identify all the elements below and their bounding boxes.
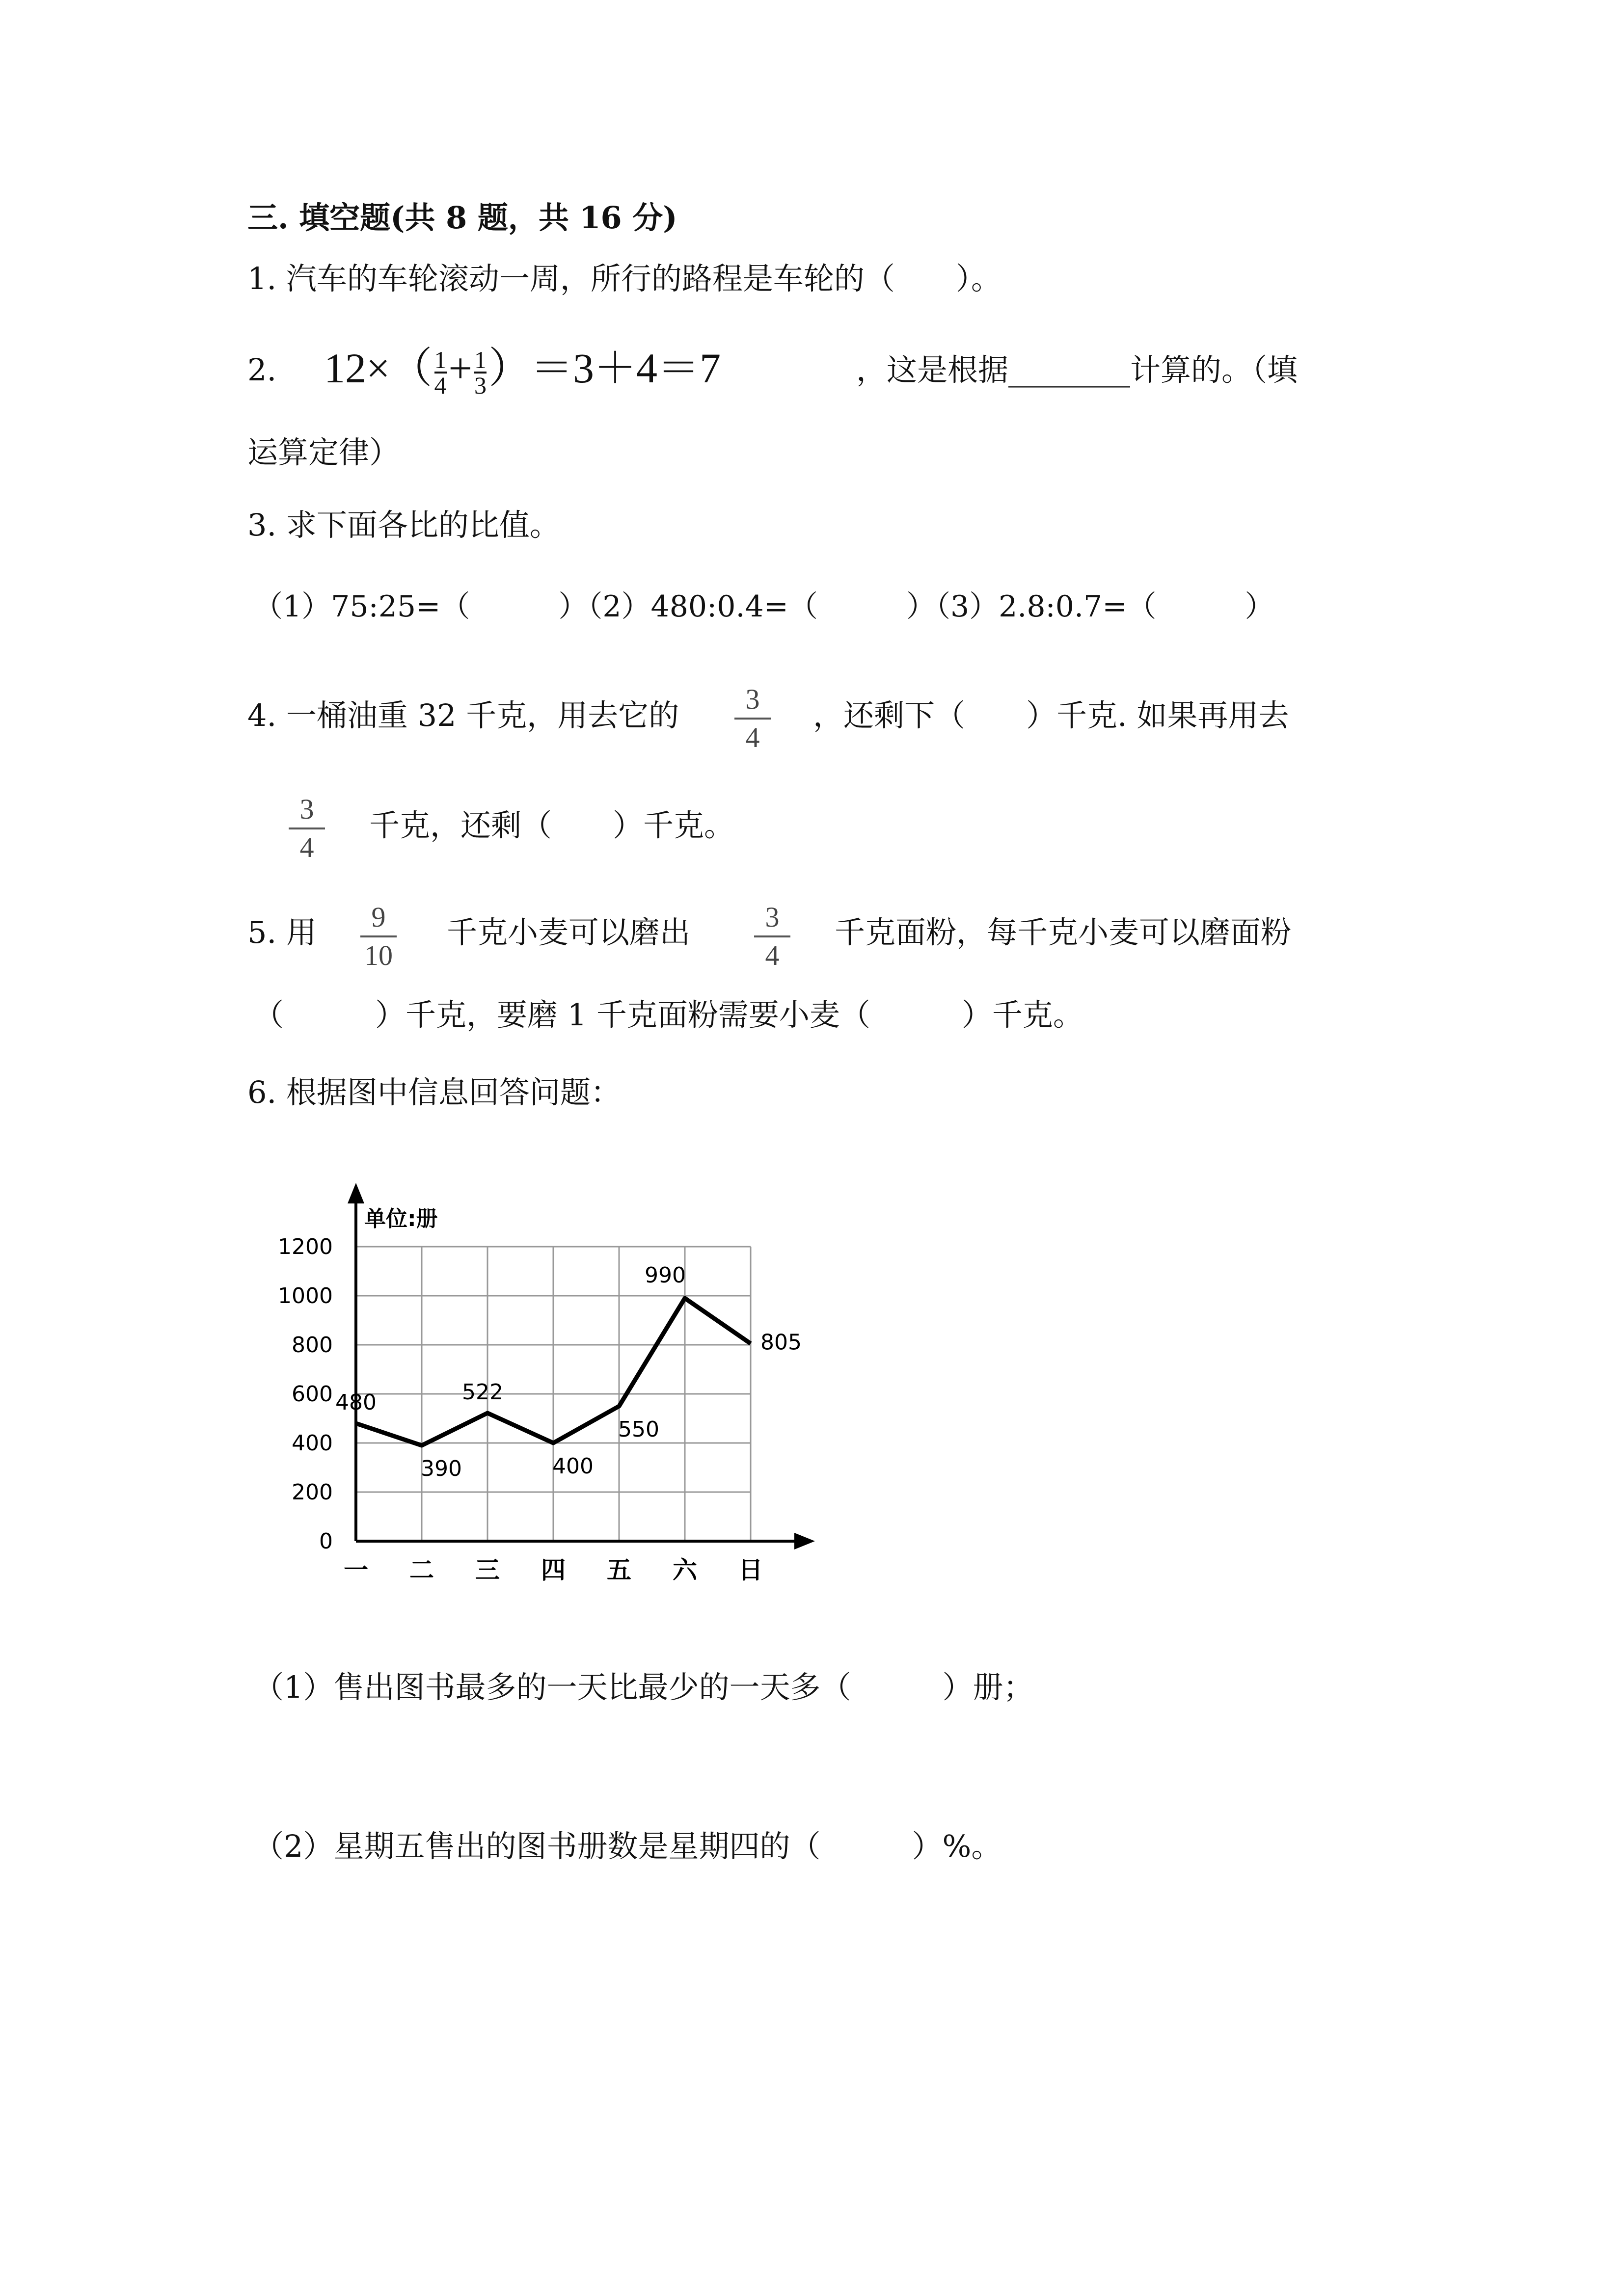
- question-6-title: 6. 根据图中信息回答问题：: [247, 1074, 621, 1110]
- fraction-one-third: [474, 346, 487, 400]
- x-tick-label: 一: [344, 1556, 368, 1584]
- line-chart: [255, 1168, 893, 1610]
- y-tick-label: 1200: [278, 1234, 333, 1259]
- data-label: 400: [552, 1454, 594, 1479]
- x-tick-label: 五: [607, 1556, 631, 1584]
- fraction-denominator: 10: [364, 939, 393, 971]
- question-4-part-b: ，还剩下（ ）千克. 如果再用去: [813, 697, 1289, 733]
- data-label: 805: [760, 1330, 802, 1355]
- question-2-text-cont: 运算定律）: [247, 434, 400, 470]
- question-2-formula: [324, 344, 721, 400]
- fraction-numerator: 1: [474, 346, 487, 374]
- question-5-part-a: 5. 用: [247, 914, 317, 950]
- y-tick-label: 0: [319, 1529, 333, 1554]
- data-label: 550: [618, 1417, 659, 1442]
- question-6-sub-1: （1）售出图书最多的一天比最少的一天多（ ）册；: [253, 1669, 1034, 1705]
- y-tick-label: 800: [292, 1333, 333, 1358]
- y-axis-arrow: [348, 1183, 364, 1203]
- question-2-number: 2.: [247, 352, 277, 388]
- question-1: 1. 汽车的车轮滚动一周，所行的路程是车轮的（ ）。: [247, 261, 1001, 296]
- question-4-part-c: 千克，还剩（ ）千克。: [369, 807, 735, 843]
- fraction-numerator: 3: [745, 683, 760, 715]
- x-tick-label: 三: [475, 1556, 500, 1584]
- question-5-part-d: （ ）千克，要磨 1 千克面粉需要小麦（ ）千克。: [253, 997, 1083, 1033]
- fraction-denominator: 4: [745, 721, 760, 753]
- question-5-part-b: 千克小麦可以磨出: [447, 914, 691, 950]
- question-5-part-c: 千克面粉，每千克小麦可以磨面粉: [835, 914, 1292, 950]
- formula-part-a: 12×（: [324, 345, 433, 392]
- chart-unit-label: 单位:册: [364, 1206, 438, 1231]
- data-label: 480: [335, 1390, 377, 1415]
- question-4-fraction: [731, 683, 775, 754]
- fraction-denominator: 3: [474, 372, 487, 400]
- question-2-text: ，这是根据________计算的。（填: [856, 352, 1298, 388]
- fraction-denominator: 4: [434, 372, 447, 400]
- x-tick-label: 四: [541, 1556, 566, 1584]
- question-3-title: 3. 求下面各比的比值。: [247, 507, 560, 543]
- data-label: 522: [462, 1380, 503, 1405]
- fraction-numerator: 9: [371, 901, 386, 933]
- fraction-denominator: 4: [299, 831, 314, 863]
- fraction-denominator: 4: [765, 939, 780, 971]
- chart-grid: [356, 1247, 751, 1541]
- y-tick-label: 1000: [278, 1283, 333, 1308]
- y-tick-label: 400: [292, 1431, 333, 1456]
- x-tick-label: 日: [738, 1556, 763, 1584]
- question-4-fraction-2: [285, 793, 329, 864]
- section-title: 三. 填空题(共 8 题，共 16 分): [247, 200, 677, 236]
- question-4-part-a: 4. 一桶油重 32 千克，用去它的: [247, 697, 679, 733]
- x-tick-label: 二: [409, 1556, 434, 1584]
- fraction-numerator: 3: [765, 901, 780, 933]
- fraction-numerator: 1: [434, 346, 447, 374]
- formula-part-b: ）＝3＋4＝7: [488, 345, 721, 392]
- question-5-fraction-1: [356, 901, 401, 972]
- question-5-fraction-2: [750, 901, 794, 972]
- fraction-one-quarter: [434, 346, 447, 400]
- x-tick-label: 六: [673, 1556, 697, 1584]
- y-tick-label: 200: [292, 1480, 333, 1505]
- x-axis-arrow: [794, 1533, 815, 1549]
- y-tick-label: 600: [292, 1382, 333, 1407]
- fraction-numerator: 3: [299, 793, 314, 825]
- question-3-items: （1）75:25=（ ）（2）480:0.4=（ ）（3）2.8:0.7=（ ）: [253, 589, 1274, 624]
- chart-axes: [348, 1183, 815, 1549]
- question-6-sub-2: （2）星期五售出的图书册数是星期四的（ ）%。: [253, 1828, 1002, 1864]
- data-label: 390: [421, 1456, 462, 1481]
- plus-sign: +: [448, 345, 473, 392]
- data-label: 990: [645, 1263, 686, 1288]
